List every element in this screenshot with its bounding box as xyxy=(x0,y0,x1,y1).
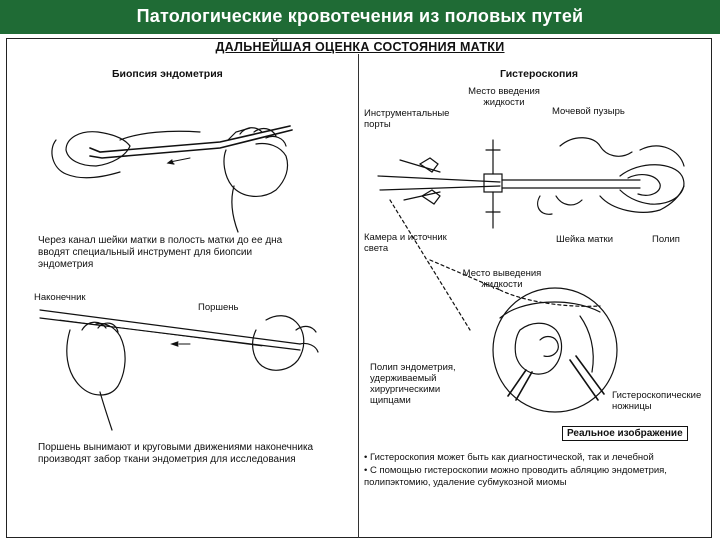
biopsy-heading: Биопсия эндометрия xyxy=(112,68,223,80)
tip-label: Наконечник xyxy=(34,292,86,303)
note-item: • С помощью гистероскопии можно проводить абляцию эндометрия, полипэктомию, удаление субмукозной миомы xyxy=(364,465,667,488)
slide-title: Патологические кровотечения из половых путей xyxy=(136,6,584,26)
instrument-ports-label: Инструментальные порты xyxy=(364,108,450,130)
polyp-forceps-label: Полип эндометрия, удерживаемый хирургическими щипцами xyxy=(370,362,456,406)
uterus-biopsy-drawing xyxy=(52,126,292,232)
real-image-badge: Реальное изображение xyxy=(562,426,688,441)
fluid-out-label: Место выведения жидкости xyxy=(462,268,542,290)
piston-label: Поршень xyxy=(198,302,239,313)
hysteroscopic-view-drawing xyxy=(493,288,617,412)
polyp-label: Полип xyxy=(652,234,680,245)
biopsy-caption-bottom: Поршень вынимают и круговыми движениями наконечника производят забор ткани эндометрия для исследования xyxy=(38,442,314,465)
biopsy-caption-top: Через канал шейки матки в полость матки до ее дна вводят специальный инструмент для биопсии эндометрия xyxy=(38,235,283,270)
fluid-in-label: Место введения жидкости xyxy=(468,86,540,108)
cervix-label: Шейка матки xyxy=(556,234,614,245)
bladder-label: Мочевой пузырь xyxy=(552,106,625,117)
piston-drawing xyxy=(40,310,318,430)
hysteroscopy-heading: Гистероскопия xyxy=(500,68,578,80)
hysteroscopy-notes xyxy=(364,452,708,490)
figure-heading: ДАЛЬНЕЙШАЯ ОЦЕНКА СОСТОЯНИЯ МАТКИ xyxy=(215,40,505,54)
camera-label: Камера и источник света xyxy=(364,232,447,254)
scissors-label: Гистероскопические ножницы xyxy=(612,390,702,412)
note-item: • Гистероскопия может быть как диагностической, так и лечебной xyxy=(364,452,654,463)
